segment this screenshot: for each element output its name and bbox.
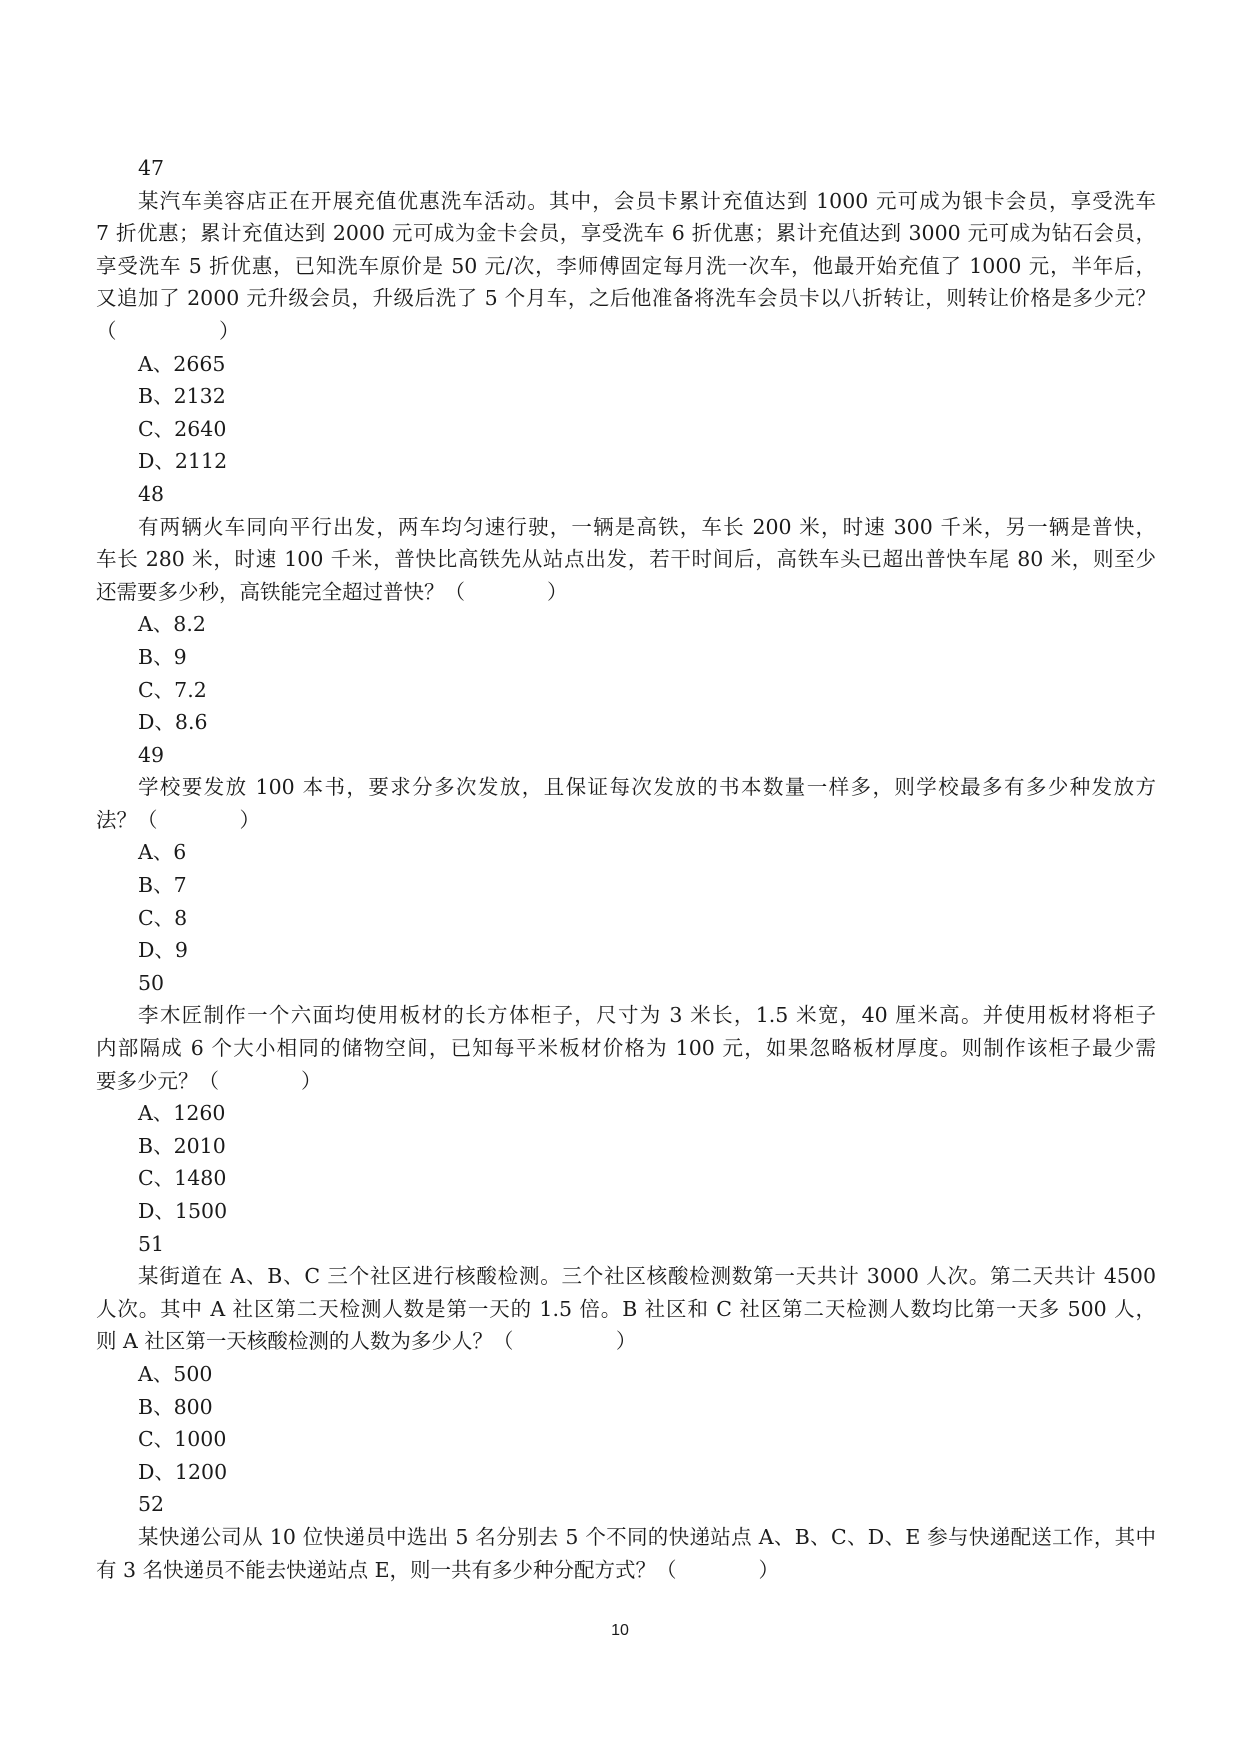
- answer-option: D、1200: [138, 1459, 228, 1484]
- question-48: [96, 478, 1156, 739]
- question-stem-line: 要多少元？（ ）: [96, 1068, 322, 1093]
- question-stem-line: 享受洗车 5 折优惠，已知洗车原价是 50 元/次，李师傅固定每月洗一次车，他最开始充值了 1000 元，半年后，: [96, 253, 1156, 278]
- question-number: 51: [138, 1231, 165, 1256]
- question-stem-line: 某汽车美容店正在开展充值优惠洗车活动。其中，会员卡累计充值达到 1000 元可成为银卡会员，享受洗车: [138, 188, 1156, 213]
- question-stem-line: 内部隔成 6 个大小相同的储物空间，已知每平米板材价格为 100 元，如果忽略板材厚度。则制作该柜子最少需: [96, 1036, 1156, 1061]
- question-stem-line: 法？（ ）: [96, 807, 260, 832]
- answer-option: D、8.6: [138, 710, 208, 735]
- answer-option: C、7.2: [138, 677, 207, 702]
- question-stem-line: 有两辆火车同向平行出发，两车均匀速行驶，一辆是高铁，车长 200 米，时速 300 千米，另一辆是普快，: [138, 514, 1156, 539]
- question-number: 47: [138, 156, 165, 180]
- question-stem-line: 某快递公司从 10 位快递员中选出 5 名分别去 5 个不同的快递站点 A、B、C、D、E 参与快递配送工作，其中: [138, 1524, 1156, 1549]
- answer-option: D、2112: [138, 449, 228, 474]
- question-stem-line: 学校要发放 100 本书，要求分多次发放，且保证每次发放的书本数量一样多，则学校最多有多少种发放方: [138, 775, 1156, 800]
- answer-option: B、7: [138, 873, 187, 898]
- question-stem-line: 又追加了 2000 元升级会员，升级后洗了 5 个月车，之后他准备将洗车会员卡以八折转让，则转让价格是多少元？: [96, 286, 1156, 311]
- answer-option: A、2665: [138, 351, 226, 376]
- answer-option: A、8.2: [138, 612, 206, 637]
- answer-option: C、2640: [138, 416, 227, 441]
- question-stem-line: 还需要多少秒，高铁能完全超过普快？（ ）: [96, 579, 568, 604]
- question-stem-line: 则 A 社区第一天核酸检测的人数为多少人？（ ）: [96, 1329, 637, 1354]
- question-stem-line: （ ）: [96, 318, 240, 343]
- answer-option: A、1260: [138, 1101, 226, 1126]
- question-number: 52: [138, 1492, 165, 1517]
- answer-option: D、1500: [138, 1199, 228, 1223]
- page-number: 10: [611, 1622, 629, 1639]
- question-47: [96, 152, 1156, 478]
- answer-option: B、2010: [138, 1133, 226, 1158]
- question-stem-line: 车长 280 米，时速 100 千米，普快比高铁先从站点出发，若干时间后，高铁车头已超出普快车尾 80 米，则至少: [96, 547, 1156, 572]
- answer-option: B、2132: [138, 384, 226, 409]
- question-stem-line: 某街道在 A、B、C 三个社区进行核酸检测。三个社区核酸检测数第一天共计 3000 人次。第二天共计 4500: [138, 1264, 1156, 1289]
- question-number: 49: [138, 742, 165, 767]
- question-number: 50: [138, 970, 165, 995]
- answer-option: A、6: [138, 840, 187, 865]
- answer-option: C、1000: [138, 1427, 227, 1452]
- question-51: [96, 1228, 1156, 1489]
- question-stem-line: 人次。其中 A 社区第二天检测人数是第一天的 1.5 倍。B 社区和 C 社区第二天检测人数均比第一天多 500 人，: [96, 1296, 1156, 1321]
- question-49: [96, 739, 1156, 967]
- question-number: 48: [138, 481, 165, 506]
- question-stem-line: 李木匠制作一个六面均使用板材的长方体柜子，尺寸为 3 米长，1.5 米宽，40 厘米高。并使用板材将柜子: [138, 1003, 1156, 1028]
- answer-option: C、1480: [138, 1166, 227, 1191]
- question-list: [96, 152, 1156, 1586]
- answer-option: B、9: [138, 644, 187, 669]
- answer-option: B、800: [138, 1394, 213, 1419]
- question-stem-line: 7 折优惠；累计充值达到 2000 元可成为金卡会员，享受洗车 6 折优惠；累计充值达到 3000 元可成为钻石会员，: [96, 221, 1156, 246]
- answer-option: D、9: [138, 938, 188, 963]
- answer-option: A、500: [138, 1361, 213, 1386]
- question-stem-line: 有 3 名快递员不能去快递站点 E，则一共有多少种分配方式？（ ）: [96, 1557, 780, 1582]
- answer-option: C、8: [138, 905, 188, 930]
- question-52: [96, 1488, 1156, 1586]
- question-50: [96, 967, 1156, 1228]
